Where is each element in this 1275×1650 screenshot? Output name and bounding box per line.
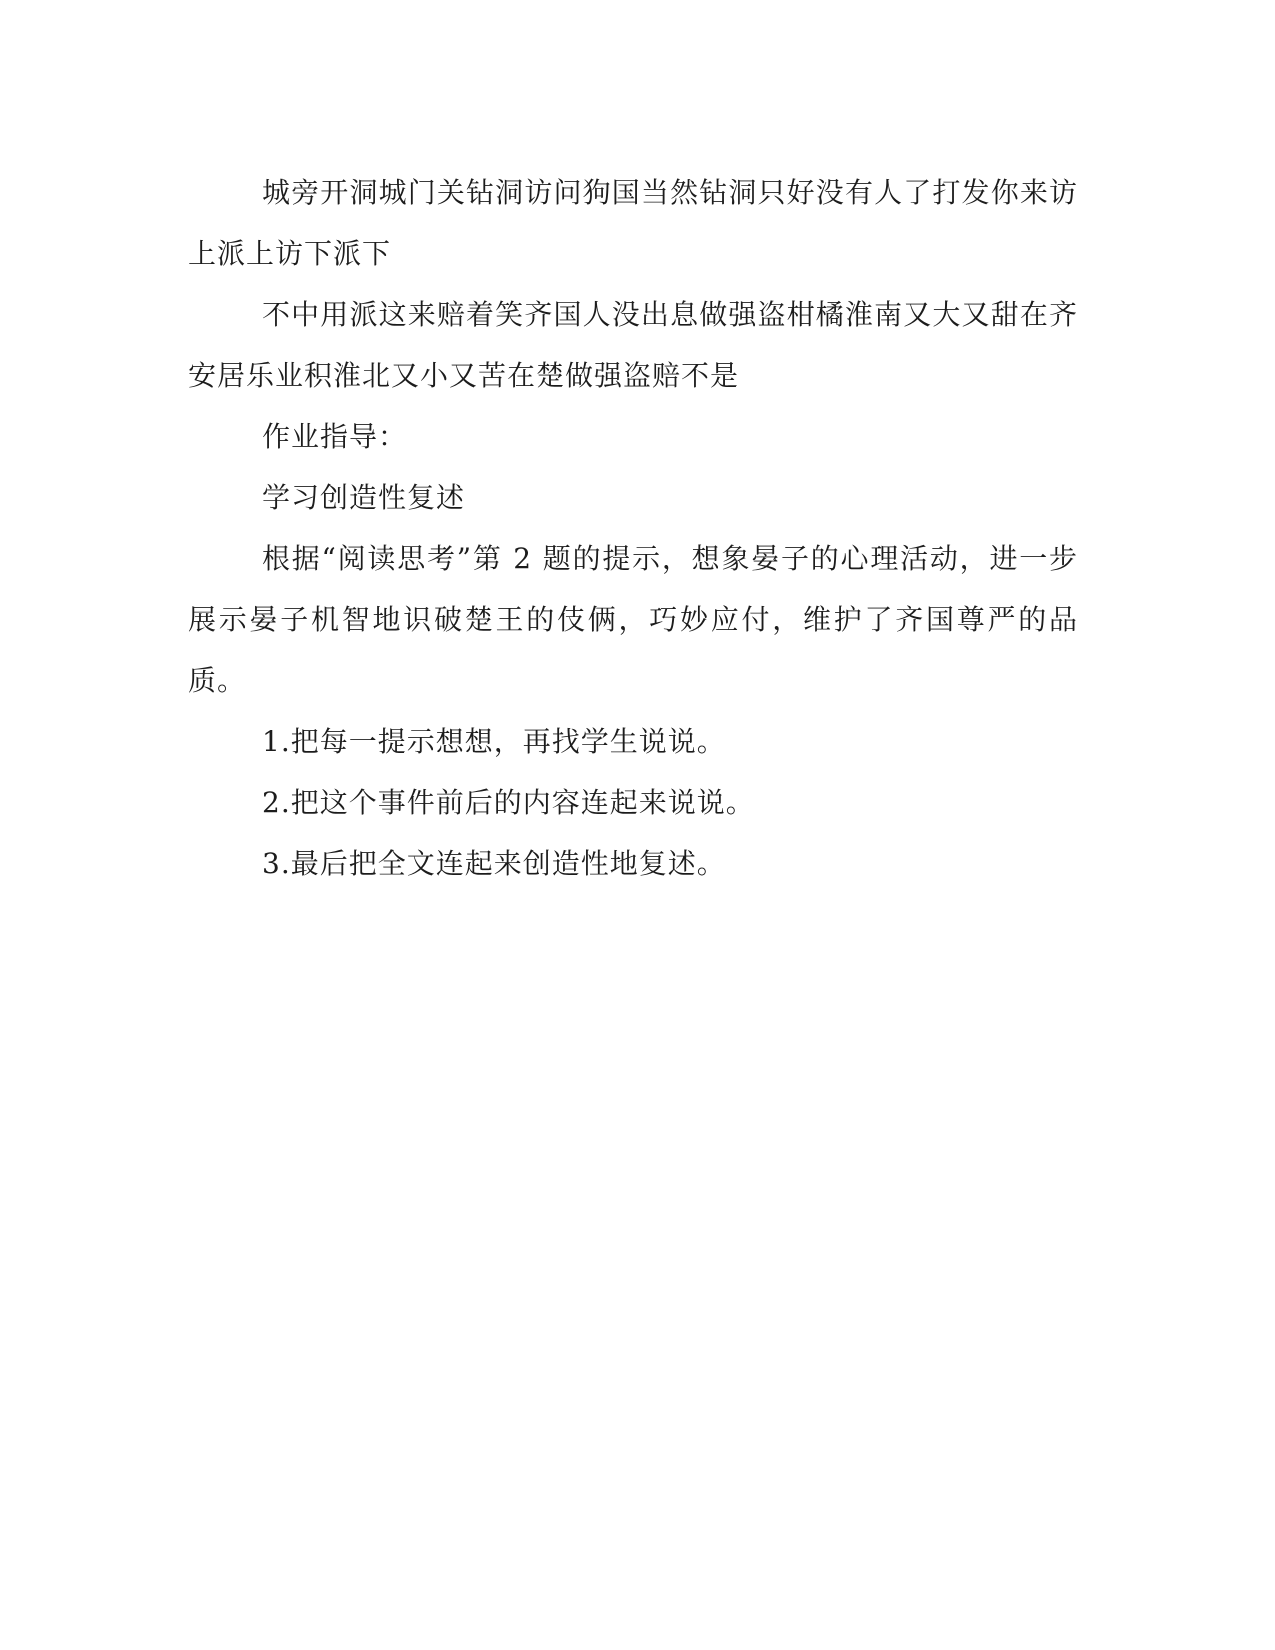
paragraph-homework-instructions: 根据“阅读思考”第 2 题的提示，想象晏子的心理活动，进一步展示晏子机智地识破楚王的伎俩，巧妙应付，维护了齐国尊严的品质。 xyxy=(188,542,1078,697)
paragraph-homework-topic: 学习创造性复述 xyxy=(262,481,466,514)
document-body xyxy=(188,162,1078,894)
list-item-step-1: 1.把每一提示想想，再找学生说说。 xyxy=(262,725,726,758)
paragraph-story-2: 不中用派这来赔着笑齐国人没出息做强盗柑橘淮南又大又甜在齐安居乐业积淮北又小又苦在楚做强盗赔不是 xyxy=(188,298,1078,392)
paragraph-story-1: 城旁开洞城门关钻洞访问狗国当然钻洞只好没有人了打发你来访上派上访下派下 xyxy=(188,176,1078,270)
list-item-step-2: 2.把这个事件前后的内容连起来说说。 xyxy=(262,786,755,819)
paragraph-homework-heading: 作业指导： xyxy=(262,420,408,453)
list-item-step-3: 3.最后把全文连起来创造性地复述。 xyxy=(262,847,726,880)
